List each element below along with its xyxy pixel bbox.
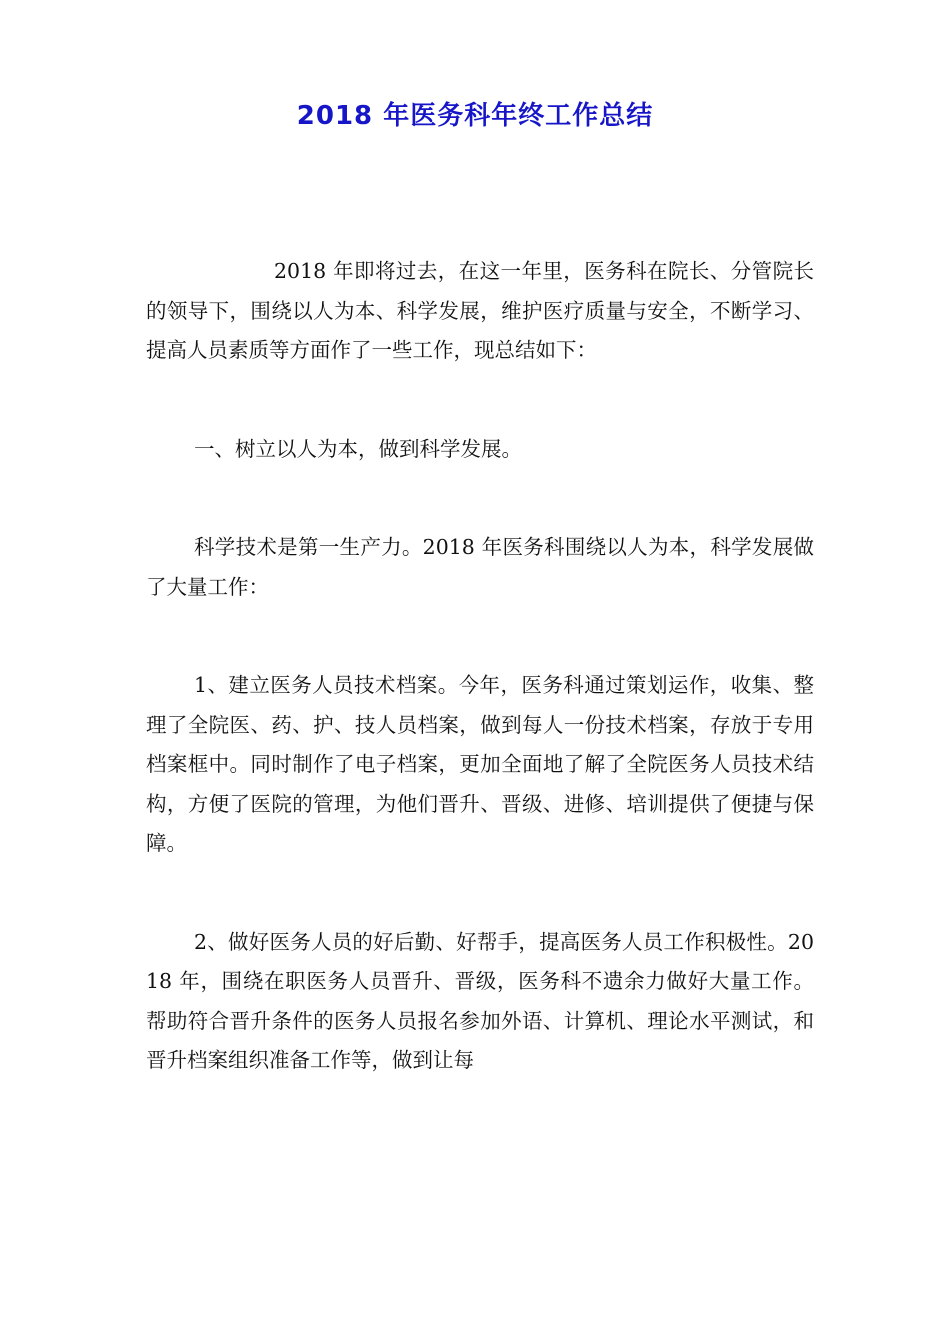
document-body <box>146 252 814 1081</box>
section-heading-1: 一、树立以人为本，做到科学发展。 <box>194 436 522 461</box>
paragraph-intro: 2018 年即将过去，在这一年里，医务科在院长、分管院长的领导下，围绕以人为本、科学发展，维护医疗质量与安全，不断学习、提高人员素质等方面作了一些工作，现总结如下： <box>146 259 814 362</box>
paragraph-item-2: 2、做好医务人员的好后勤、好帮手，提高医务人员工作积极性。2018 年，围绕在职医务人员晋升、晋级，医务科不遗余力做好大量工作。帮助符合晋升条件的医务人员报名参加外语、计算机、理论水平测试，和晋升档案组织准备工作等，做到让每 <box>146 929 814 1072</box>
paragraph-section-intro: 科学技术是第一生产力。2018 年医务科围绕以人为本，科学发展做了大量工作： <box>146 535 814 599</box>
document-title: 2018 年医务科年终工作总结 <box>296 101 654 131</box>
paragraph-item-1: 1、建立医务人员技术档案。今年，医务科通过策划运作，收集、整理了全院医、药、护、技人员档案，做到每人一份技术档案，存放于专用档案框中。同时制作了电子档案，更加全面地了解了全院医务人员技术结构，方便了医院的管理，为他们晋升、晋级、进修、培训提供了便捷与保障。 <box>146 673 814 855</box>
